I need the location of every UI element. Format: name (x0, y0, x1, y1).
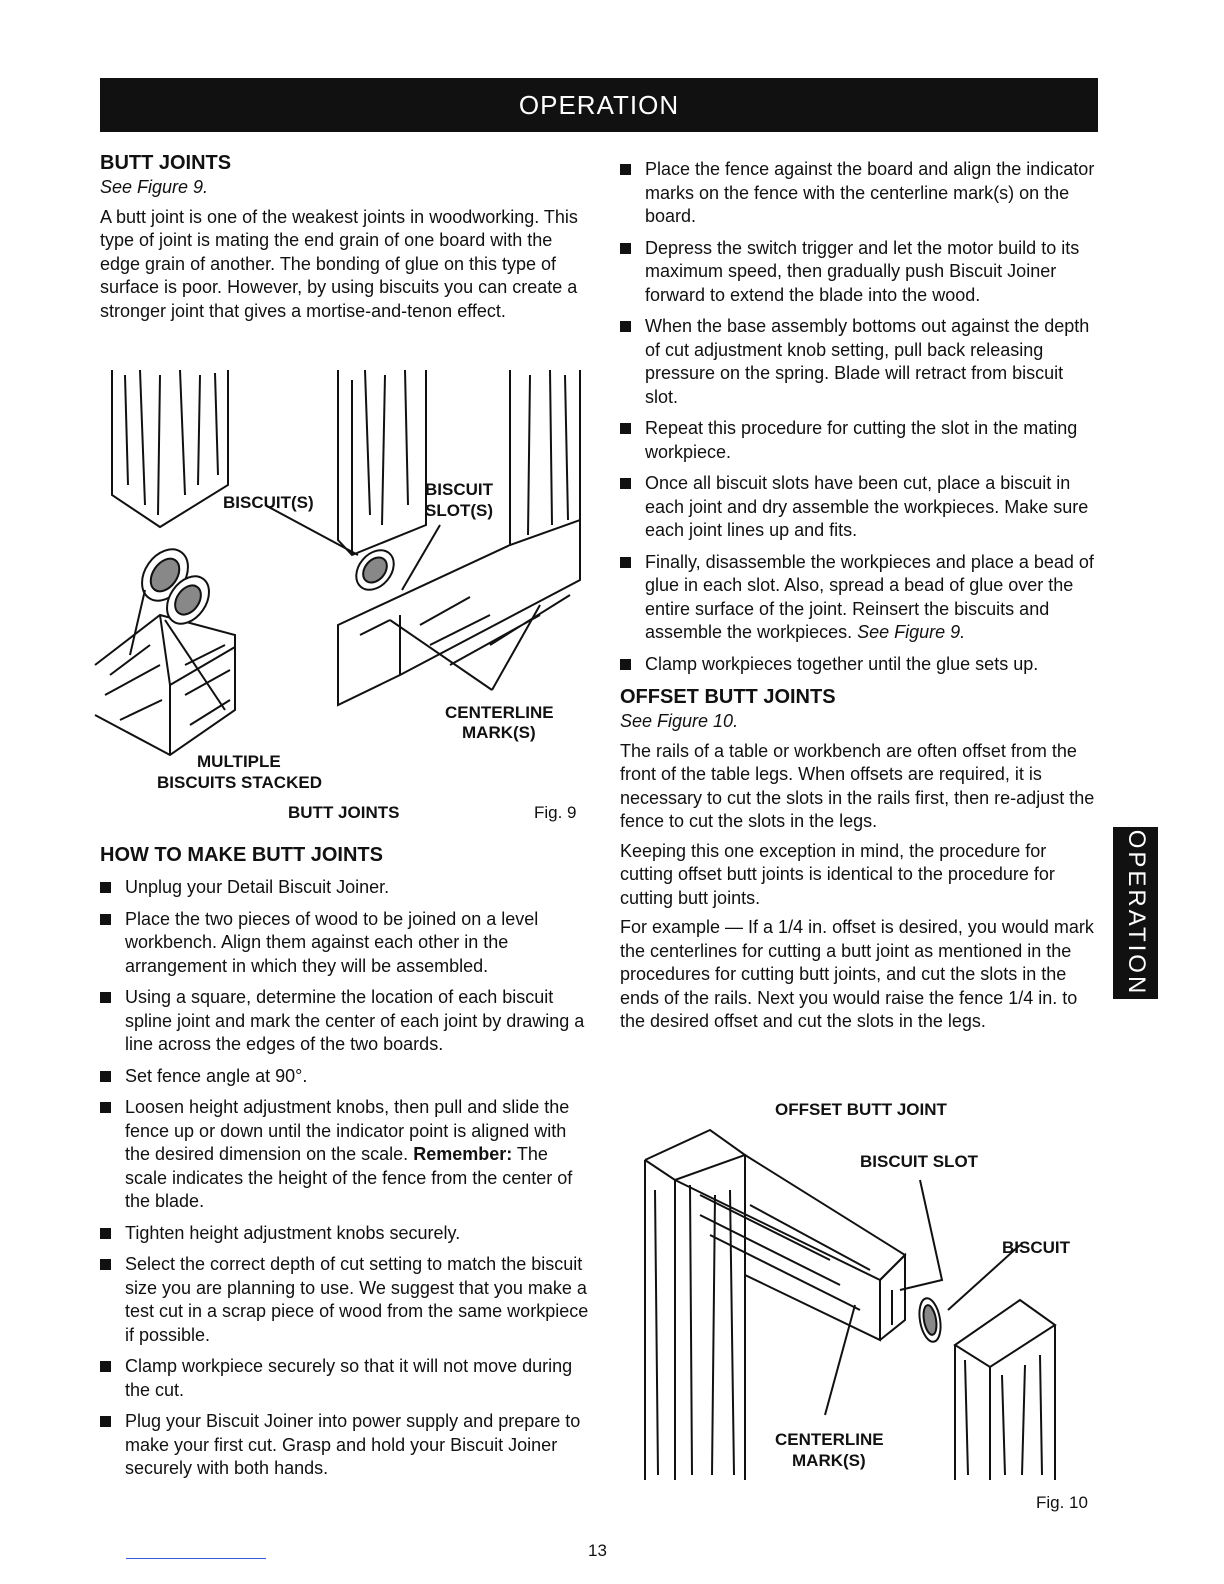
step-clamp-glue: Clamp workpieces together until the glue sets up. (620, 653, 1100, 677)
figure-9-illustration (90, 365, 590, 835)
butt-joints-heading: BUTT JOINTS (100, 152, 232, 174)
step-bottoms-out: When the base assembly bottoms out against the depth of cut adjustment knob setting, pull back releasing pressure on the spring. Blade will retract from biscuit slot. (620, 315, 1100, 409)
figure-9 (90, 365, 590, 835)
step-depress: Depress the switch trigger and let the motor build to its maximum speed, then gradually push Biscuit Joiner forward to extend the blade into the wood. (620, 237, 1100, 308)
label-centerline-1: CENTERLINE (445, 703, 554, 722)
right-steps (620, 158, 1100, 676)
figure-10-number: Fig. 10 (1036, 1493, 1088, 1512)
how-to-heading: HOW TO MAKE BUTT JOINTS (100, 844, 383, 866)
label-biscuit-slot: BISCUIT SLOT (860, 1152, 979, 1171)
step-plug: Plug your Biscuit Joiner into power supply and prepare to make your first cut. Grasp and hold your Biscuit Joiner securely with both hands. (100, 1410, 590, 1481)
label-multiple-2: BISCUITS STACKED (157, 773, 322, 792)
step-fence-angle: Set fence angle at 90°. (100, 1065, 590, 1089)
step-loosen (100, 1096, 590, 1214)
butt-joints-intro: A butt joint is one of the weakest joints in woodworking. This type of joint is mating the end grain of one board with the edge grain of another. The bonding of glue on this type of surface is poor. However, by using biscuits you can create a stronger joint that gives a mortise-and-tenon effect. (100, 206, 578, 321)
step-finally-ref: See Figure 9. (852, 622, 966, 642)
step-tighten: Tighten height adjustment knobs securely. (100, 1222, 590, 1246)
left-column (100, 150, 590, 329)
step-finally-text: Finally, disassemble the workpieces and place a bead of glue in each slot. Also, spread a bead of glue over the entire surface of the joint. Reinsert the biscuits and assemble the workpieces. (645, 551, 1094, 642)
step-square: Using a square, determine the location of each biscuit spline joint and mark the center of each joint by drawing a line across the edges of the two boards. (100, 986, 590, 1057)
label-centerline-2: MARK(S) (462, 723, 536, 742)
label-centerline-10-2: MARK(S) (792, 1451, 866, 1470)
see-figure-9: See Figure 9. (100, 177, 209, 197)
footer-rule (126, 1558, 266, 1559)
step-place-fence: Place the fence against the board and align the indicator marks on the fence with the centerline mark(s) on the board. (620, 158, 1100, 229)
step-finally (620, 551, 1100, 645)
step-remember-text: The scale indicates the height of the fence from the center of the blade. (125, 1144, 573, 1211)
offset-para-1: The rails of a table or workbench are often offset from the front of the table legs. When offsets are required, it is necessary to cut the slots in the rails first, then re-adjust the fence to cut the slots in the legs. (620, 740, 1095, 831)
figure-9-caption: BUTT JOINTS (288, 803, 400, 822)
label-centerline-10-1: CENTERLINE (775, 1430, 884, 1449)
figure-9-number: Fig. 9 (534, 803, 577, 822)
offset-para-2: Keeping this one exception in mind, the procedure for cutting offset butt joints is identical to the procedure for cutting butt joints. (620, 840, 1055, 908)
step-once: Once all biscuit slots have been cut, place a biscuit in each joint and dry assemble the workpieces. Make sure each joint lines up and fits. (620, 472, 1100, 543)
label-multiple-1: MULTIPLE (197, 752, 281, 771)
how-to-steps (100, 876, 590, 1481)
step-loosen-text: Loosen height adjustment knobs, then pull and slide the fence up or down until the indicator point is aligned with the desired dimension on the scale. (125, 1097, 570, 1164)
label-biscuit-slot-1: BISCUIT (425, 480, 493, 499)
offset-heading: OFFSET BUTT JOINTS (620, 686, 836, 708)
page-number: 13 (588, 1541, 607, 1560)
step-repeat: Repeat this procedure for cutting the slot in the mating workpiece. (620, 417, 1100, 464)
side-tab-operation (1113, 827, 1158, 999)
label-biscuits: BISCUIT(S) (223, 493, 314, 512)
figure-10-title: OFFSET BUTT JOINT (775, 1100, 947, 1119)
right-column (620, 158, 1100, 1040)
figure-10 (630, 1095, 1100, 1515)
how-to-section (100, 842, 590, 1489)
offset-para-3: For example — If a 1/4 in. offset is desired, you would mark the centerlines for cutting a butt joint as mentioned in the procedures for cutting butt joints, and cut the slots in the ends of the rails. Next you would raise the fence 1/4 in. to the desired offset and cut the slots in the legs. (620, 917, 1094, 1031)
side-tab-label: OPERATION (1122, 829, 1150, 997)
step-unplug: Unplug your Detail Biscuit Joiner. (100, 876, 590, 900)
section-header: OPERATION (100, 78, 1098, 132)
step-remember-label: Remember: (413, 1144, 513, 1164)
see-figure-10: See Figure 10. (620, 711, 739, 731)
label-biscuit: BISCUIT (1002, 1238, 1070, 1257)
step-clamp: Clamp workpiece securely so that it will not move during the cut. (100, 1355, 590, 1402)
step-place-wood: Place the two pieces of wood to be joined on a level workbench. Align them against each other in the arrangement in which they will be assembled. (100, 908, 590, 979)
step-depth: Select the correct depth of cut setting to match the biscuit size you are planning to use. We suggest that you make a test cut in a scrap piece of wood from the same workpiece if possible. (100, 1253, 590, 1347)
label-biscuit-slot-2: SLOT(S) (425, 501, 493, 520)
